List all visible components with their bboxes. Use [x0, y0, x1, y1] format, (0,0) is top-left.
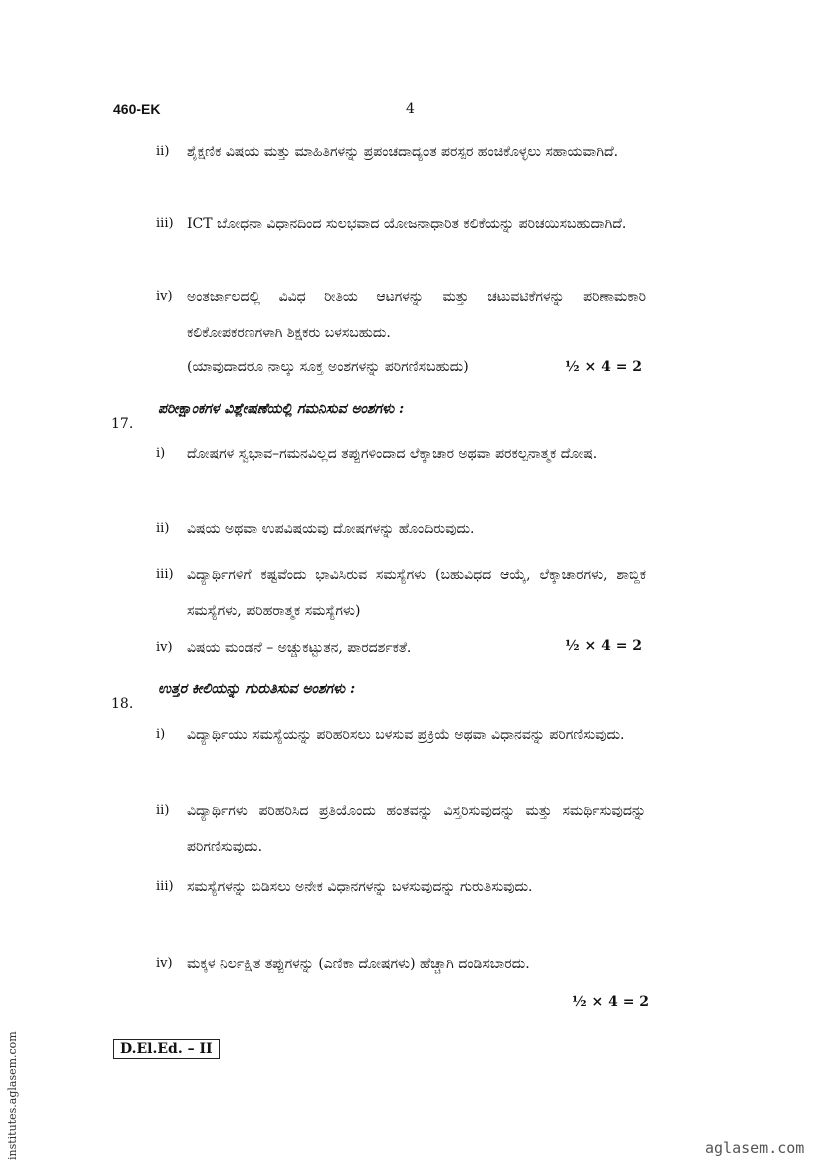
list-item: [156, 946, 646, 982]
watermark: aglasem.com: [705, 1139, 805, 1157]
question-heading: ಪರೀಕ್ಷಾಂಕಗಳ ವಿಶ್ಲೇಷಣೆಯಲ್ಲಿ ಗಮನಿಸುವ ಅಂಶಗಳು :: [158, 401, 405, 417]
item-number: ii): [156, 521, 170, 536]
list-item: [156, 134, 646, 170]
item-number: iv): [156, 289, 173, 304]
item-text: ಅಂತರ್ಜಾಲದಲ್ಲಿ ವಿವಿಧ ರೀತಿಯ ಆಟಗಳನ್ನು ಮತ್ತು ಚಟುವಟಿಕೆಗಳನ್ನು ಪರಿಣಾಮಕಾರಿ ಕಲಿಕೋಪಕರಣಗಳಾಗಿ ಶಿಕ್ಷಕರು ಬಳಸಬಹುದು.: [187, 289, 646, 341]
question-heading: ಉತ್ತರ ಕೀಲಿಯನ್ನು ಗುರುತಿಸುವ ಅಂಶಗಳು :: [158, 681, 356, 697]
item-text: ವಿಷಯ ಅಥವಾ ಉಪವಿಷಯವು ದೋಷಗಳನ್ನು ಹೊಂದಿರುವುದು.: [187, 521, 475, 537]
item-text: ವಿಷಯ ಮಂಡನೆ – ಅಚ್ಚುಕಟ್ಟುತನ, ಪಾರದರ್ಶಕತೆ.: [187, 640, 412, 656]
list-item: [156, 206, 646, 242]
optional-note: (ಯಾವುದಾದರೂ ನಾಲ್ಕು ಸೂಕ್ತ ಅಂಶಗಳನ್ನು ಪರಿಗಣಿಸಬಹುದು): [187, 359, 469, 375]
marks-line: ½ × 4 = 2: [572, 994, 650, 1010]
item-number: ii): [156, 144, 170, 159]
list-item: [156, 279, 646, 351]
list-item: [156, 436, 646, 472]
item-text: ಸಮಸ್ಯೆಗಳನ್ನು ಬಿಡಿಸಲು ಅನೇಕ ವಿಧಾನಗಳನ್ನು ಬಳಸುವುದನ್ನು ಗುರುತಿಸುವುದು.: [187, 879, 533, 895]
paper-code: 460-EK: [113, 101, 161, 117]
item-number: ii): [156, 803, 170, 818]
marks-line: ½ × 4 = 2: [565, 638, 643, 654]
item-number: iv): [156, 640, 173, 655]
question-number: 18.: [111, 696, 134, 712]
item-text: ವಿದ್ಯಾರ್ಥಿಗಳಿಗೆ ಕಷ್ಟವೆಂದು ಭಾವಿಸಿರುವ ಸಮಸ್ಯೆಗಳು (ಬಹುವಿಧದ ಆಯ್ಕೆ, ಲೆಕ್ಕಾಚಾರಗಳು, ಶಾಬ್ದಿಕ ಸಮಸ್ಯೆಗಳು, ಪರಿಹರಾತ್ಮಕ ಸಮಸ್ಯೆಗಳು): [187, 567, 646, 619]
list-item: [156, 557, 646, 629]
list-item: [156, 793, 646, 865]
item-number: iv): [156, 956, 173, 971]
side-url-text: institutes.aglasem.com: [6, 1031, 19, 1160]
item-number: iii): [156, 879, 174, 894]
item-number: iii): [156, 567, 174, 582]
item-text: ವಿದ್ಯಾರ್ಥಿಯು ಸಮಸ್ಯೆಯನ್ನು ಪರಿಹರಿಸಲು ಬಳಸುವ ಪ್ರಕ್ರಿಯೆ ಅಥವಾ ವಿಧಾನವನ್ನು ಪರಿಗಣಿಸುವುದು.: [187, 727, 625, 743]
page-number: 4: [406, 101, 415, 117]
item-number: iii): [156, 216, 174, 231]
list-item: [156, 511, 646, 547]
item-text: ICT ಬೋಧನಾ ವಿಧಾನದಿಂದ ಸುಲಭವಾದ ಯೋಜನಾಧಾರಿತ ಕಲಿಕೆಯನ್ನು ಪರಿಚಯಿಸಬಹುದಾಗಿದೆ.: [187, 216, 627, 232]
item-text: ವಿದ್ಯಾರ್ಥಿಗಳು ಪರಿಹರಿಸಿದ ಪ್ರತಿಯೊಂದು ಹಂತವನ್ನು ವಿಸ್ತರಿಸುವುದನ್ನು ಮತ್ತು ಸಮರ್ಥಿಸುವುದನ್ನು ಪರಿಗಣಿಸುವುದು.: [187, 803, 646, 855]
list-item: [156, 717, 646, 753]
item-number: i): [156, 446, 166, 461]
question-number: 17.: [111, 416, 134, 432]
list-item: [156, 869, 646, 905]
item-number: i): [156, 727, 166, 742]
item-text: ದೋಷಗಳ ಸ್ವಭಾವ–ಗಮನವಿಲ್ಲದ ತಪ್ಪುಗಳಿಂದಾದ ಲೆಕ್ಕಾಚಾರ ಅಥವಾ ಪರಕಲ್ಪನಾತ್ಮಕ ದೋಷ.: [187, 446, 598, 462]
marks-line: ½ × 4 = 2: [565, 359, 643, 375]
item-text: ಮಕ್ಕಳ ನಿರ್ಲಕ್ಷಿತ ತಪ್ಪುಗಳನ್ನು (ಎಣಿಕಾ ದೋಷಗಳು) ಹೆಚ್ಚಾಗಿ ದಂಡಿಸಬಾರದು.: [187, 956, 530, 972]
course-badge: D.El.Ed. – II: [113, 1039, 220, 1059]
item-text: ಶೈಕ್ಷಣಿಕ ವಿಷಯ ಮತ್ತು ಮಾಹಿತಿಗಳನ್ನು ಪ್ರಪಂಚದಾದ್ಯಂತ ಪರಸ್ಪರ ಹಂಚಿಕೊಳ್ಳಲು ಸಹಾಯವಾಗಿದೆ.: [187, 144, 619, 160]
